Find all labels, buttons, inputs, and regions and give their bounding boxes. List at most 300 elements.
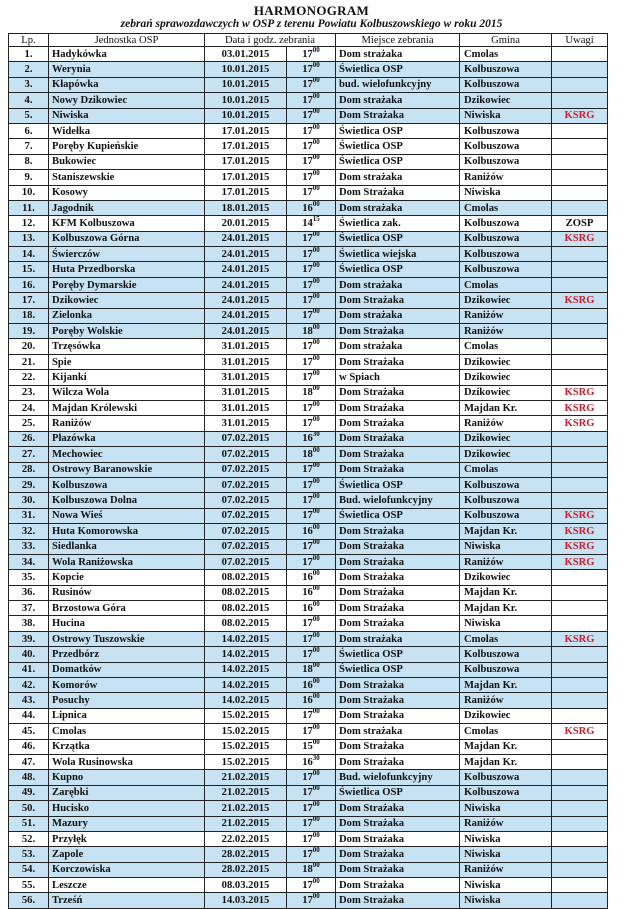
time-minutes: 00 [312, 446, 320, 454]
remarks [552, 447, 608, 462]
meeting-time [287, 277, 336, 292]
unit-name: Nowa Wieś [49, 508, 205, 523]
commune: Majdan Kr. [460, 524, 552, 539]
time-minutes: 00 [312, 246, 320, 254]
unit-name: Wola Rusinowska [49, 754, 205, 769]
commune: Dzikowiec [460, 708, 552, 723]
meeting-date: 14.02.2015 [205, 662, 287, 677]
meeting-date: 17.01.2015 [205, 139, 287, 154]
commune: Kolbuszowa [460, 493, 552, 508]
time-hour: 17 [302, 818, 313, 830]
meeting-date: 31.01.2015 [205, 339, 287, 354]
meeting-place: Dom strażaka [336, 339, 460, 354]
meeting-date: 17.01.2015 [205, 170, 287, 185]
unit-name: KFM Kolbuszowa [49, 216, 205, 231]
time-minutes: 00 [312, 523, 320, 531]
meeting-place: Dom Strażaka [336, 447, 460, 462]
time-hour: 15 [302, 741, 313, 753]
time-minutes: 00 [312, 816, 320, 824]
remark-badge: ZOSP [565, 217, 594, 229]
commune: Kolbuszowa [460, 216, 552, 231]
row-number: 5. [9, 108, 49, 123]
meeting-date: 08.02.2015 [205, 585, 287, 600]
unit-name: Widełka [49, 123, 205, 138]
time-hour: 18 [302, 664, 313, 676]
commune: Kolbuszowa [460, 262, 552, 277]
remarks [552, 493, 608, 508]
meeting-time [287, 385, 336, 400]
meeting-date: 24.01.2015 [205, 262, 287, 277]
time-minutes: 00 [312, 338, 320, 347]
meeting-place: Dom Strażaka [336, 693, 460, 708]
unit-name: Nowy Dzikowiec [49, 93, 205, 108]
table-row [9, 662, 608, 677]
meeting-place: Dom Strażaka [336, 293, 460, 308]
row-number: 49. [9, 785, 49, 800]
meeting-time [287, 370, 336, 385]
meeting-place: Dom Strażaka [336, 893, 460, 908]
meeting-date: 24.01.2015 [205, 308, 287, 323]
commune: Niwiska [460, 893, 552, 908]
table-row [9, 493, 608, 508]
meeting-place: Dom Strażaka [336, 678, 460, 693]
commune: Dzikowiec [460, 354, 552, 369]
table-row [9, 601, 608, 616]
time-hour: 17 [302, 48, 313, 60]
time-minutes: 00 [312, 369, 320, 377]
meeting-date: 08.02.2015 [205, 601, 287, 616]
time-minutes: 00 [312, 323, 320, 331]
time-hour: 17 [302, 171, 313, 183]
remarks [552, 200, 608, 215]
meeting-time [287, 93, 336, 108]
meeting-date: 28.02.2015 [205, 847, 287, 862]
table-row [9, 816, 608, 831]
remarks [552, 354, 608, 369]
row-number: 41. [9, 662, 49, 677]
meeting-place: Dom strażaka [336, 93, 460, 108]
commune: Dzikowiec [460, 385, 552, 400]
time-hour: 16 [302, 587, 313, 599]
time-hour: 16 [302, 756, 313, 768]
unit-name: Dzikowiec [49, 293, 205, 308]
row-number: 23. [9, 385, 49, 400]
unit-name: Poręby Dymarskie [49, 277, 205, 292]
table-row [9, 247, 608, 262]
table-row [9, 754, 608, 769]
remark-badge: KSRG [564, 110, 595, 122]
table-row [9, 93, 608, 108]
remark-badge: KSRG [564, 233, 595, 245]
table-row [9, 339, 608, 354]
unit-name: Posuchy [49, 693, 205, 708]
commune: Dzikowiec [460, 431, 552, 446]
meeting-date: 14.02.2015 [205, 647, 287, 662]
meeting-date: 24.01.2015 [205, 231, 287, 246]
remarks [552, 539, 608, 554]
header-uwagi: Uwagi [552, 34, 608, 47]
meeting-place: Świetlica OSP [336, 647, 460, 662]
meeting-date: 31.01.2015 [205, 385, 287, 400]
row-number: 16. [9, 277, 49, 292]
table-row [9, 231, 608, 246]
meeting-date: 08.02.2015 [205, 616, 287, 631]
unit-name: Kopcie [49, 570, 205, 585]
table-row [9, 431, 608, 446]
time-hour: 18 [302, 325, 313, 337]
time-hour: 17 [302, 110, 313, 122]
remarks [552, 262, 608, 277]
meeting-time [287, 493, 336, 508]
meeting-place: Świetlica OSP [336, 123, 460, 138]
time-hour: 16 [302, 571, 313, 583]
meeting-place: Dom Strażaka [336, 385, 460, 400]
schedule-table [8, 33, 608, 909]
meeting-time [287, 862, 336, 877]
remarks [552, 801, 608, 816]
time-hour: 17 [302, 64, 313, 76]
meeting-place: Dom Strażaka [336, 585, 460, 600]
unit-name: Komorów [49, 678, 205, 693]
time-minutes: 30 [312, 754, 320, 762]
meeting-place: Dom Strażaka [336, 831, 460, 846]
meeting-date: 22.02.2015 [205, 831, 287, 846]
meeting-place: Dom strażaka [336, 308, 460, 323]
meeting-date: 10.01.2015 [205, 77, 287, 92]
commune: Kolbuszowa [460, 647, 552, 662]
meeting-time [287, 693, 336, 708]
meeting-place: w Spiach [336, 370, 460, 385]
meeting-time [287, 139, 336, 154]
meeting-time [287, 324, 336, 339]
meeting-place: Dom Strażaka [336, 462, 460, 477]
table-row [9, 47, 608, 62]
meeting-place: Dom Strażaka [336, 739, 460, 754]
row-number: 13. [9, 231, 49, 246]
meeting-date: 07.02.2015 [205, 539, 287, 554]
unit-name: Ostrowy Baranowskie [49, 462, 205, 477]
meeting-time [287, 123, 336, 138]
commune: Majdan Kr. [460, 400, 552, 415]
time-hour: 17 [302, 310, 313, 322]
table-row [9, 524, 608, 539]
commune: Cmolas [460, 462, 552, 477]
unit-name: Zielonka [49, 308, 205, 323]
meeting-time [287, 739, 336, 754]
row-number: 29. [9, 477, 49, 492]
unit-name: Cmolas [49, 724, 205, 739]
remarks [552, 123, 608, 138]
table-row [9, 878, 608, 893]
meeting-place: Dom strażaka [336, 724, 460, 739]
time-hour: 17 [302, 556, 313, 568]
meeting-date: 10.01.2015 [205, 108, 287, 123]
meeting-date: 24.01.2015 [205, 247, 287, 262]
table-row [9, 293, 608, 308]
meeting-date: 24.01.2015 [205, 277, 287, 292]
meeting-date: 15.02.2015 [205, 724, 287, 739]
meeting-date: 24.01.2015 [205, 293, 287, 308]
commune: Cmolas [460, 339, 552, 354]
meeting-time [287, 585, 336, 600]
remarks [552, 339, 608, 354]
time-hour: 14 [302, 217, 313, 229]
row-number: 33. [9, 539, 49, 554]
table-row [9, 62, 608, 77]
table-row [9, 631, 608, 646]
unit-name: Staniszewskie [49, 170, 205, 185]
meeting-time [287, 847, 336, 862]
meeting-date: 07.02.2015 [205, 431, 287, 446]
commune: Raniżów [460, 693, 552, 708]
meeting-time [287, 724, 336, 739]
meeting-time [287, 462, 336, 477]
table-row [9, 770, 608, 785]
header-miejsce: Miejsce zebrania [336, 34, 460, 47]
commune: Majdan Kr. [460, 678, 552, 693]
time-minutes: 15 [312, 215, 320, 223]
remarks [552, 785, 608, 800]
remark-badge: KSRG [564, 294, 595, 306]
meeting-place: Świetlica OSP [336, 262, 460, 277]
meeting-date: 07.02.2015 [205, 447, 287, 462]
table-row [9, 123, 608, 138]
meeting-time [287, 816, 336, 831]
unit-name: Hucina [49, 616, 205, 631]
row-number: 12. [9, 216, 49, 231]
time-hour: 17 [302, 618, 313, 630]
time-minutes: 00 [312, 785, 320, 793]
row-number: 43. [9, 693, 49, 708]
header-lp: Lp. [9, 34, 49, 47]
table-row [9, 585, 608, 600]
table-row [9, 447, 608, 462]
meeting-time [287, 247, 336, 262]
meeting-time [287, 431, 336, 446]
meeting-date: 10.01.2015 [205, 62, 287, 77]
meeting-place: Dom Strażaka [336, 878, 460, 893]
remark-badge: KSRG [564, 633, 595, 645]
meeting-date: 14.02.2015 [205, 631, 287, 646]
time-minutes: 00 [312, 261, 320, 270]
time-minutes: 00 [312, 200, 320, 208]
meeting-date: 31.01.2015 [205, 370, 287, 385]
time-minutes: 00 [312, 292, 320, 300]
time-minutes: 00 [312, 692, 320, 701]
time-hour: 18 [302, 448, 313, 460]
time-hour: 17 [302, 341, 313, 353]
row-number: 7. [9, 139, 49, 154]
meeting-date: 21.02.2015 [205, 801, 287, 816]
meeting-place: Dom strażaka [336, 170, 460, 185]
time-minutes: 00 [312, 231, 320, 239]
time-minutes: 00 [312, 723, 320, 731]
remark-badge: KSRG [564, 725, 595, 737]
time-minutes: 00 [312, 77, 320, 85]
meeting-time [287, 570, 336, 585]
meeting-place: Świetlica zak. [336, 216, 460, 231]
commune: Niwiska [460, 847, 552, 862]
time-minutes: 00 [312, 138, 320, 147]
table-row [9, 277, 608, 292]
time-minutes: 00 [312, 462, 320, 470]
meeting-date: 07.02.2015 [205, 524, 287, 539]
unit-name: Wilcza Wola [49, 385, 205, 400]
commune: Majdan Kr. [460, 585, 552, 600]
table-header-row [9, 34, 608, 47]
meeting-time [287, 400, 336, 415]
remarks [552, 324, 608, 339]
time-minutes: 00 [312, 585, 320, 593]
meeting-place: Świetlica OSP [336, 154, 460, 169]
remarks [552, 385, 608, 400]
time-minutes: 00 [312, 646, 320, 654]
time-hour: 17 [302, 141, 313, 153]
unit-name: Leszcze [49, 878, 205, 893]
meeting-time [287, 524, 336, 539]
time-hour: 16 [302, 433, 313, 445]
unit-name: Korczowiska [49, 862, 205, 877]
remarks [552, 62, 608, 77]
unit-name: Mechowiec [49, 447, 205, 462]
remarks [552, 678, 608, 693]
row-number: 53. [9, 847, 49, 862]
unit-name: Przedbórz [49, 647, 205, 662]
remarks [552, 878, 608, 893]
unit-name: Kosowy [49, 185, 205, 200]
time-hour: 17 [302, 294, 313, 306]
remarks [552, 816, 608, 831]
remarks [552, 462, 608, 477]
meeting-place: Dom Strażaka [336, 754, 460, 769]
time-hour: 17 [302, 648, 313, 660]
meeting-place: Świetlica wiejska [336, 247, 460, 262]
remark-badge: KSRG [564, 418, 595, 430]
time-hour: 17 [302, 94, 313, 106]
meeting-time [287, 339, 336, 354]
meeting-place: Dom Strażaka [336, 554, 460, 569]
commune: Dzikowiec [460, 570, 552, 585]
time-minutes: 00 [312, 492, 320, 501]
remarks [552, 370, 608, 385]
meeting-place: Dom Strażaka [336, 524, 460, 539]
row-number: 4. [9, 93, 49, 108]
commune: Majdan Kr. [460, 739, 552, 754]
meeting-time [287, 477, 336, 492]
commune: Niwiska [460, 801, 552, 816]
table-row [9, 893, 608, 908]
table-row [9, 385, 608, 400]
time-hour: 17 [302, 79, 313, 91]
row-number: 46. [9, 739, 49, 754]
meeting-place: Dom Strażaka [336, 801, 460, 816]
row-number: 40. [9, 647, 49, 662]
table-row [9, 678, 608, 693]
remarks [552, 647, 608, 662]
commune: Cmolas [460, 47, 552, 62]
time-hour: 17 [302, 787, 313, 799]
meeting-time [287, 754, 336, 769]
meeting-date: 17.01.2015 [205, 123, 287, 138]
table-row [9, 477, 608, 492]
table-row [9, 616, 608, 631]
meeting-date: 31.01.2015 [205, 400, 287, 415]
meeting-time [287, 262, 336, 277]
unit-name: Kolbuszowa [49, 477, 205, 492]
time-hour: 17 [302, 879, 313, 891]
meeting-place: Świetlica OSP [336, 785, 460, 800]
row-number: 19. [9, 324, 49, 339]
remark-badge: KSRG [564, 556, 595, 568]
row-number: 18. [9, 308, 49, 323]
meeting-date: 15.02.2015 [205, 739, 287, 754]
unit-name: Ostrowy Tuszowskie [49, 631, 205, 646]
unit-name: Jagodnik [49, 200, 205, 215]
meeting-time [287, 216, 336, 231]
meeting-place: Dom Strażaka [336, 539, 460, 554]
unit-name: Płazówka [49, 431, 205, 446]
time-hour: 17 [302, 710, 313, 722]
remarks [552, 231, 608, 246]
remarks [552, 739, 608, 754]
table-row [9, 785, 608, 800]
table-row [9, 200, 608, 215]
unit-name: Kolbuszowa Górna [49, 231, 205, 246]
unit-name: Trzęsówka [49, 339, 205, 354]
unit-name: Lipnica [49, 708, 205, 723]
time-hour: 17 [302, 849, 313, 860]
meeting-place: Świetlica OSP [336, 62, 460, 77]
commune: Kolbuszowa [460, 139, 552, 154]
meeting-time [287, 801, 336, 816]
unit-name: Poręby Kupieńskie [49, 139, 205, 154]
commune: Raniżów [460, 554, 552, 569]
remarks [552, 893, 608, 908]
time-hour: 18 [302, 387, 313, 399]
commune: Kolbuszowa [460, 785, 552, 800]
table-row [9, 801, 608, 816]
unit-name: Domatków [49, 662, 205, 677]
row-number: 11. [9, 200, 49, 215]
commune: Kolbuszowa [460, 77, 552, 92]
table-row [9, 462, 608, 477]
meeting-date: 08.03.2015 [205, 878, 287, 893]
unit-name: Huta Przedborska [49, 262, 205, 277]
meeting-place: Dom strażaka [336, 277, 460, 292]
commune: Kolbuszowa [460, 62, 552, 77]
commune: Raniżów [460, 308, 552, 323]
time-minutes: 00 [312, 739, 320, 747]
row-number: 34. [9, 554, 49, 569]
time-hour: 16 [302, 679, 313, 691]
remarks [552, 47, 608, 62]
time-minutes: 00 [312, 569, 320, 577]
table-row [9, 308, 608, 323]
meeting-place: Dom Strażaka [336, 108, 460, 123]
unit-name: Siedlanka [49, 539, 205, 554]
unit-name: Rusinów [49, 585, 205, 600]
time-minutes: 00 [312, 615, 320, 624]
remarks [552, 93, 608, 108]
unit-name: Niwiska [49, 108, 205, 123]
remarks [552, 139, 608, 154]
row-number: 32. [9, 524, 49, 539]
row-number: 14. [9, 247, 49, 262]
meeting-time [287, 108, 336, 123]
meeting-place: Świetlica OSP [336, 508, 460, 523]
unit-name: Wola Raniżowska [49, 554, 205, 569]
meeting-time [287, 831, 336, 846]
